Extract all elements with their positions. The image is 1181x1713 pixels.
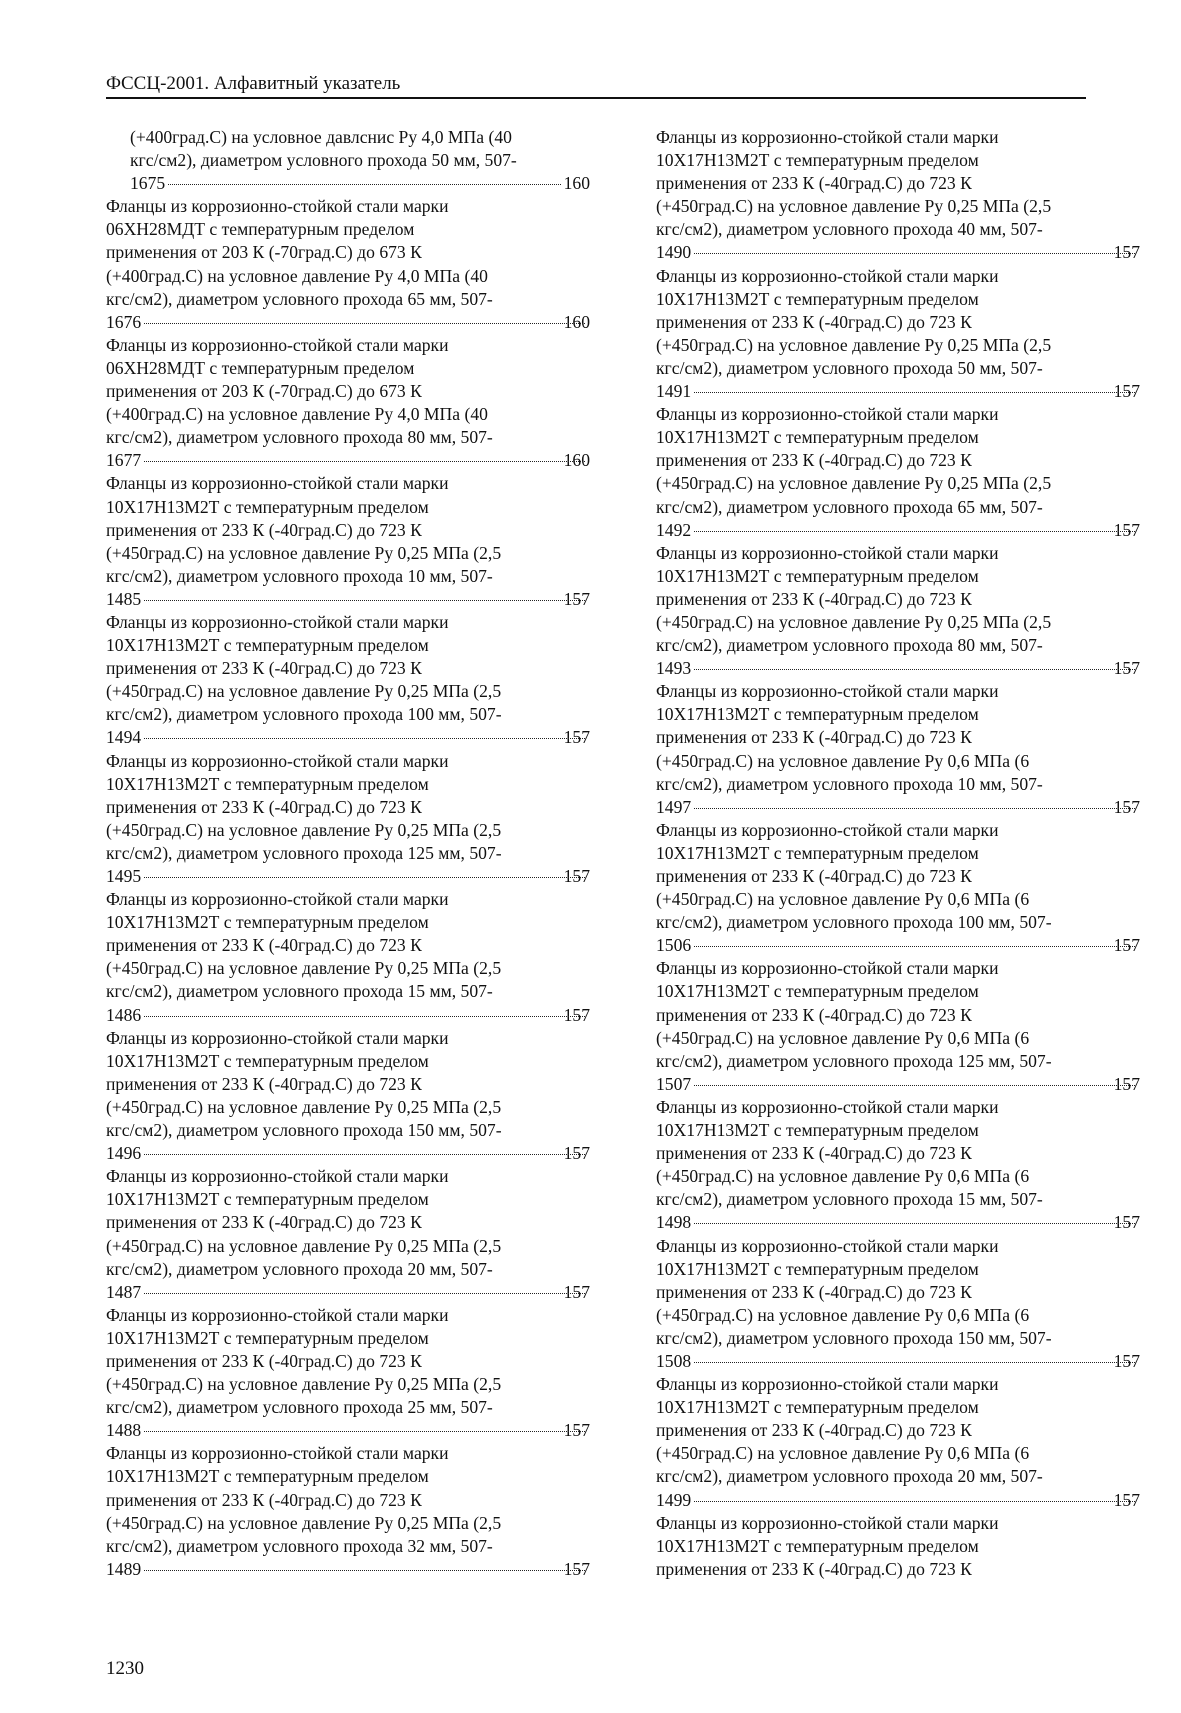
- entry-line: Фланцы из коррозионно-стойкой стали марки: [106, 1027, 449, 1048]
- entry-page-ref: 157: [1113, 242, 1140, 263]
- index-entry: [656, 1096, 1140, 1235]
- entry-page-ref: 157: [563, 1420, 590, 1441]
- index-entry: [656, 1512, 1140, 1581]
- index-entry: [106, 1027, 590, 1166]
- entry-line: кгс/см2), диаметром условного прохода 20 мм, 507-: [106, 1258, 493, 1279]
- entry-page-ref: 157: [563, 727, 590, 748]
- entry-line: (+450град.С) на условное давление Ру 0,6 МПа (6: [656, 1304, 1030, 1325]
- page-number: 1230: [106, 1658, 144, 1679]
- entry-line: применения от 233 К (-40град.С) до 723 К: [106, 1073, 422, 1094]
- entry-last-line: [656, 380, 1140, 403]
- dot-leader: [144, 877, 584, 878]
- entry-code-tail: 1493: [656, 658, 692, 679]
- dot-leader: [694, 1501, 1134, 1502]
- dot-leader: [694, 1362, 1134, 1363]
- dot-leader: [144, 323, 584, 324]
- dot-leader: [694, 1085, 1134, 1086]
- entry-line: кгс/см2), диаметром условного прохода 100 мм, 507-: [106, 704, 502, 725]
- index-entry: [106, 611, 590, 750]
- entry-code-tail: 1485: [106, 588, 142, 609]
- entry-line: применения от 233 К (-40град.С) до 723 К: [106, 519, 422, 540]
- entry-line: применения от 203 К (-70град.С) до 673 К: [106, 381, 422, 402]
- entry-line: кгс/см2), диаметром условного прохода 10 мм, 507-: [106, 565, 493, 586]
- entry-line: Фланцы из коррозионно-стойкой стали марки: [106, 611, 449, 632]
- entry-page-ref: 157: [1113, 1489, 1140, 1510]
- entry-line: кгс/см2), диаметром условного прохода 25 мм, 507-: [106, 1397, 493, 1418]
- entry-line: Фланцы из коррозионно-стойкой стали марки: [656, 1374, 999, 1395]
- entry-line: кгс/см2), диаметром условного прохода 80 мм, 507-: [656, 635, 1043, 656]
- entry-line: 10Х17Н13М2Т с температурным пределом: [106, 1050, 429, 1071]
- entry-line: Фланцы из коррозионно-стойкой стали марки: [656, 958, 999, 979]
- entry-line: кгс/см2), диаметром условного прохода 100 мм, 507-: [656, 912, 1052, 933]
- entry-line: кгс/см2), диаметром условного прохода 125 мм, 507-: [106, 842, 502, 863]
- entry-page-ref: 157: [563, 866, 590, 886]
- entry-line: (+450град.С) на условное давление Ру 0,6 МПа (6: [656, 1166, 1030, 1187]
- page-header: [106, 71, 1086, 99]
- entry-line: (+450град.С) на условное давление Ру 0,25 МПа (2,5: [106, 819, 502, 840]
- entry-last-line: [106, 865, 590, 888]
- entry-code-tail: 1489: [106, 1558, 142, 1579]
- entry-page-ref: 157: [1113, 1073, 1140, 1094]
- entry-line: 10Х17Н13М2Т с температурным пределом: [106, 635, 429, 656]
- entry-line: 06ХН28МДТ с температурным пределом: [106, 357, 415, 378]
- index-entry: [656, 1373, 1140, 1512]
- entry-line: 10Х17Н13М2Т с температурным пределом: [656, 427, 979, 448]
- entry-line: применения от 233 К (-40град.С) до 723 К: [106, 1489, 422, 1510]
- entry-page-ref: 157: [1113, 796, 1140, 817]
- entry-line: 10Х17Н13М2Т с температурным пределом: [106, 773, 429, 794]
- entry-page-ref: 157: [563, 588, 590, 609]
- entry-line: применения от 233 К (-40град.С) до 723 К: [106, 658, 422, 679]
- entry-page-ref: 157: [563, 1004, 590, 1025]
- entry-last-line: [106, 1281, 590, 1304]
- entry-code-tail: 1496: [106, 1143, 142, 1164]
- entry-line: кгс/см2), диаметром условного прохода 10 мм, 507-: [656, 773, 1043, 794]
- entry-line: (+450град.С) на условное давление Ру 0,25 МПа (2,5: [656, 196, 1052, 217]
- entry-page-ref: 157: [563, 1281, 590, 1302]
- entry-line: применения от 233 К (-40град.С) до 723 К: [656, 173, 972, 194]
- index-entry: [106, 1304, 590, 1443]
- entry-line: применения от 233 К (-40град.С) до 723 К: [656, 1281, 972, 1302]
- entry-page-ref: 157: [1113, 658, 1140, 679]
- entry-code-tail: 1497: [656, 796, 692, 817]
- entry-line: кгс/см2), диаметром условного прохода 50 мм, 507-: [130, 150, 517, 171]
- entry-line: применения от 233 К (-40град.С) до 723 К: [656, 1558, 972, 1579]
- entry-line: применения от 233 К (-40град.С) до 723 К: [106, 1212, 422, 1233]
- entry-line: 10Х17Н13М2Т с температурным пределом: [106, 496, 429, 517]
- entry-line: (+450град.С) на условное давление Ру 0,6 МПа (6: [656, 750, 1030, 771]
- entry-line: применения от 233 К (-40град.С) до 723 К: [106, 935, 422, 956]
- entry-line: 10Х17Н13М2Т с температурным пределом: [656, 1258, 979, 1279]
- entry-code-tail: 1486: [106, 1004, 142, 1025]
- entry-line: кгс/см2), диаметром условного прохода 32 мм, 507-: [106, 1535, 493, 1556]
- entry-page-ref: 157: [563, 1558, 590, 1579]
- entry-line: (+450град.С) на условное давление Ру 0,25 МПа (2,5: [106, 1235, 502, 1256]
- entry-page-ref: 160: [563, 450, 590, 471]
- dot-leader: [144, 1570, 584, 1571]
- dot-leader: [694, 808, 1134, 809]
- entry-line: (+400град.С) на условное давлснис Ру 4,0 МПа (40: [130, 127, 512, 147]
- entry-code-tail: 1488: [106, 1420, 142, 1441]
- entry-line: Фланцы из коррозионно-стойкой стали марки: [656, 542, 999, 563]
- entry-line: (+450град.С) на условное давление Ру 0,25 МПа (2,5: [106, 542, 502, 563]
- entry-line: применения от 233 К (-40град.С) до 723 К: [656, 1420, 972, 1441]
- entry-code-tail: 1675: [130, 173, 166, 194]
- entry-line: (+450град.С) на условное давление Ру 0,6 МПа (6: [656, 1027, 1030, 1048]
- entry-line: (+400град.С) на условное давление Ру 4,0 МПа (40: [106, 265, 488, 286]
- entry-code-tail: 1495: [106, 866, 142, 886]
- index-entry: [656, 819, 1140, 958]
- entry-last-line: [656, 241, 1140, 264]
- entry-page-ref: 157: [1113, 519, 1140, 540]
- entry-line: Фланцы из коррозионно-стойкой стали марки: [656, 1512, 999, 1533]
- index-entry: [656, 957, 1140, 1096]
- entry-last-line: [130, 172, 590, 195]
- entry-line: кгс/см2), диаметром условного прохода 150 мм, 507-: [106, 1120, 502, 1141]
- entry-last-line: [656, 1211, 1140, 1234]
- entry-last-line: [106, 449, 590, 472]
- index-entry: [106, 750, 590, 889]
- index-entry: [656, 126, 1140, 265]
- dot-leader: [694, 946, 1134, 947]
- entry-code-tail: 1491: [656, 381, 692, 402]
- entry-code-tail: 1507: [656, 1073, 692, 1094]
- entry-line: Фланцы из коррозионно-стойкой стали марки: [656, 819, 999, 840]
- entry-line: Фланцы из коррозионно-стойкой стали марки: [656, 404, 999, 425]
- dot-leader: [694, 253, 1134, 254]
- dot-leader: [694, 1223, 1134, 1224]
- entry-line: Фланцы из коррозионно-стойкой стали марки: [656, 1096, 999, 1117]
- entry-code-tail: 1487: [106, 1281, 142, 1302]
- entry-line: кгс/см2), диаметром условного прохода 65 мм, 507-: [106, 288, 493, 309]
- entry-line: Фланцы из коррозионно-стойкой стали марки: [106, 1304, 449, 1325]
- entry-code-tail: 1677: [106, 450, 142, 471]
- entry-line: 10Х17Н13М2Т с температурным пределом: [656, 704, 979, 725]
- entry-line: 10Х17Н13М2Т с температурным пределом: [106, 1189, 429, 1210]
- dot-leader: [168, 184, 560, 185]
- entry-page-ref: 160: [563, 311, 590, 332]
- entry-line: Фланцы из коррозионно-стойкой стали марки: [106, 334, 449, 355]
- entry-line: применения от 233 К (-40град.С) до 723 К: [106, 796, 422, 817]
- entry-code-tail: 1490: [656, 242, 692, 263]
- dot-leader: [144, 461, 584, 462]
- entry-page-ref: 157: [563, 1143, 590, 1164]
- index-entry: [656, 1235, 1140, 1374]
- dot-leader: [144, 738, 584, 739]
- entry-line: Фланцы из коррозионно-стойкой стали марки: [106, 1443, 449, 1464]
- entry-last-line: [106, 588, 590, 611]
- entry-code-tail: 1506: [656, 935, 692, 956]
- entry-page-ref: 157: [1113, 1212, 1140, 1233]
- index-entry: [106, 1442, 590, 1581]
- entry-line: (+450град.С) на условное давление Ру 0,25 МПа (2,5: [656, 334, 1052, 355]
- entry-line: 10Х17Н13М2Т с температурным пределом: [106, 912, 429, 933]
- entry-line: (+400град.С) на условное давление Ру 4,0 МПа (40: [106, 404, 488, 425]
- entry-code-tail: 1676: [106, 311, 142, 332]
- entry-line: Фланцы из коррозионно-стойкой стали марки: [106, 889, 449, 910]
- entry-code-tail: 1498: [656, 1212, 692, 1233]
- entry-last-line: [656, 796, 1140, 819]
- entry-line: кгс/см2), диаметром условного прохода 80 мм, 507-: [106, 427, 493, 448]
- entry-line: Фланцы из коррозионно-стойкой стали марки: [656, 681, 999, 702]
- entry-line: кгс/см2), диаметром условного прохода 15 мм, 507-: [106, 981, 493, 1002]
- entry-line: применения от 233 К (-40град.С) до 723 К: [656, 311, 972, 332]
- entry-line: 10Х17Н13М2Т с температурным пределом: [106, 1327, 429, 1348]
- entry-code-tail: 1494: [106, 727, 142, 748]
- entry-line: применения от 233 К (-40град.С) до 723 К: [106, 1350, 422, 1371]
- entry-line: 10Х17Н13М2Т с температурным пределом: [106, 1466, 429, 1487]
- entry-last-line: [656, 1350, 1140, 1373]
- entry-page-ref: 160: [563, 173, 590, 194]
- entry-page-ref: 157: [1113, 935, 1140, 956]
- entry-line: (+450град.С) на условное давление Ру 0,25 МПа (2,5: [656, 611, 1052, 632]
- dot-leader: [144, 1293, 584, 1294]
- dot-leader: [144, 1016, 584, 1017]
- entry-last-line: [106, 1142, 590, 1165]
- entry-last-line: [656, 1073, 1140, 1096]
- entry-line: кгс/см2), диаметром условного прохода 125 мм, 507-: [656, 1050, 1052, 1071]
- entry-line: 06ХН28МДТ с температурным пределом: [106, 219, 415, 240]
- entry-line: кгс/см2), диаметром условного прохода 40 мм, 507-: [656, 219, 1043, 240]
- entry-line: применения от 203 К (-70град.С) до 673 К: [106, 242, 422, 263]
- dot-leader: [144, 600, 584, 601]
- entry-line: Фланцы из коррозионно-стойкой стали марки: [106, 196, 449, 217]
- entry-line: 10Х17Н13М2Т с температурным пределом: [656, 1120, 979, 1141]
- entry-last-line: [106, 1004, 590, 1027]
- entry-line: применения от 233 К (-40град.С) до 723 К: [656, 450, 972, 471]
- dot-leader: [144, 1431, 584, 1432]
- entry-line: Фланцы из коррозионно-стойкой стали марки: [106, 473, 449, 494]
- index-entry: [656, 542, 1140, 681]
- entry-last-line: [106, 726, 590, 749]
- entry-line: кгс/см2), диаметром условного прохода 15 мм, 507-: [656, 1189, 1043, 1210]
- index-entry: [106, 472, 590, 611]
- index-entry: [106, 888, 590, 1027]
- entry-line: 10Х17Н13М2Т с температурным пределом: [656, 565, 979, 586]
- entry-line: применения от 233 К (-40град.С) до 723 К: [656, 727, 972, 748]
- index-column-right: [656, 126, 1140, 1581]
- entry-line: 10Х17Н13М2Т с температурным пределом: [656, 981, 979, 1002]
- entry-last-line: [656, 934, 1140, 957]
- entry-last-line: [656, 519, 1140, 542]
- dot-leader: [144, 1154, 584, 1155]
- entry-line: 10Х17Н13М2Т с температурным пределом: [656, 288, 979, 309]
- entry-line: 10Х17Н13М2Т с температурным пределом: [656, 1397, 979, 1418]
- entry-line: применения от 233 К (-40град.С) до 723 К: [656, 1143, 972, 1164]
- entry-last-line: [106, 1558, 590, 1581]
- entry-line: 10Х17Н13М2Т с температурным пределом: [656, 1535, 979, 1556]
- entry-last-line: [656, 1489, 1140, 1512]
- entry-line: Фланцы из коррозионно-стойкой стали марки: [106, 750, 449, 771]
- entry-line: (+450град.С) на условное давление Ру 0,25 МПа (2,5: [106, 1096, 502, 1117]
- entry-page-ref: 157: [1113, 1350, 1140, 1371]
- entry-line: кгс/см2), диаметром условного прохода 65 мм, 507-: [656, 496, 1043, 517]
- entry-last-line: [106, 311, 590, 334]
- index-column-left: [106, 126, 590, 1581]
- entry-line: применения от 233 К (-40град.С) до 723 К: [656, 1004, 972, 1025]
- entry-line: (+450град.С) на условное давление Ру 0,25 МПа (2,5: [106, 1374, 502, 1395]
- dot-leader: [694, 392, 1134, 393]
- entry-line: кгс/см2), диаметром условного прохода 50 мм, 507-: [656, 357, 1043, 378]
- entry-line: Фланцы из коррозионно-стойкой стали марки: [656, 127, 999, 147]
- index-entry: [106, 1165, 590, 1304]
- entry-page-ref: 157: [1113, 381, 1140, 402]
- entry-last-line: [106, 1419, 590, 1442]
- index-entry: [656, 403, 1140, 542]
- entry-line: (+450град.С) на условное давление Ру 0,25 МПа (2,5: [106, 958, 502, 979]
- entry-line: кгс/см2), диаметром условного прохода 20 мм, 507-: [656, 1466, 1043, 1487]
- entry-line: применения от 233 К (-40град.С) до 723 К: [656, 588, 972, 609]
- entry-code-tail: 1508: [656, 1350, 692, 1371]
- entry-line: (+450град.С) на условное давление Ру 0,25 МПа (2,5: [106, 681, 502, 702]
- entry-line: (+450град.С) на условное давление Ру 0,25 МПа (2,5: [656, 473, 1052, 494]
- index-entry: [106, 195, 590, 334]
- entry-line: применения от 233 К (-40град.С) до 723 К: [656, 866, 972, 886]
- entry-line: 10Х17Н13М2Т с температурным пределом: [656, 150, 979, 171]
- dot-leader: [694, 669, 1134, 670]
- entry-code-tail: 1499: [656, 1489, 692, 1510]
- entry-line: кгс/см2), диаметром условного прохода 150 мм, 507-: [656, 1327, 1052, 1348]
- entry-line: Фланцы из коррозионно-стойкой стали марки: [106, 1166, 449, 1187]
- index-entry: [106, 334, 590, 473]
- entry-line: (+450град.С) на условное давление Ру 0,6 МПа (6: [656, 1443, 1030, 1464]
- entry-last-line: [656, 657, 1140, 680]
- entry-code-tail: 1492: [656, 519, 692, 540]
- entry-line: (+450град.С) на условное давление Ру 0,6 МПа (6: [656, 889, 1030, 910]
- index-entry: [656, 680, 1140, 819]
- entry-line: (+450град.С) на условное давление Ру 0,25 МПа (2,5: [106, 1512, 502, 1533]
- index-entry: [656, 265, 1140, 404]
- index-entry: [106, 126, 590, 195]
- page-header-title: ФССЦ-2001. Алфавитный указатель: [106, 73, 401, 94]
- entry-line: Фланцы из коррозионно-стойкой стали марки: [656, 1235, 999, 1256]
- dot-leader: [694, 531, 1134, 532]
- entry-line: 10Х17Н13М2Т с температурным пределом: [656, 842, 979, 863]
- entry-line: Фланцы из коррозионно-стойкой стали марки: [656, 265, 999, 286]
